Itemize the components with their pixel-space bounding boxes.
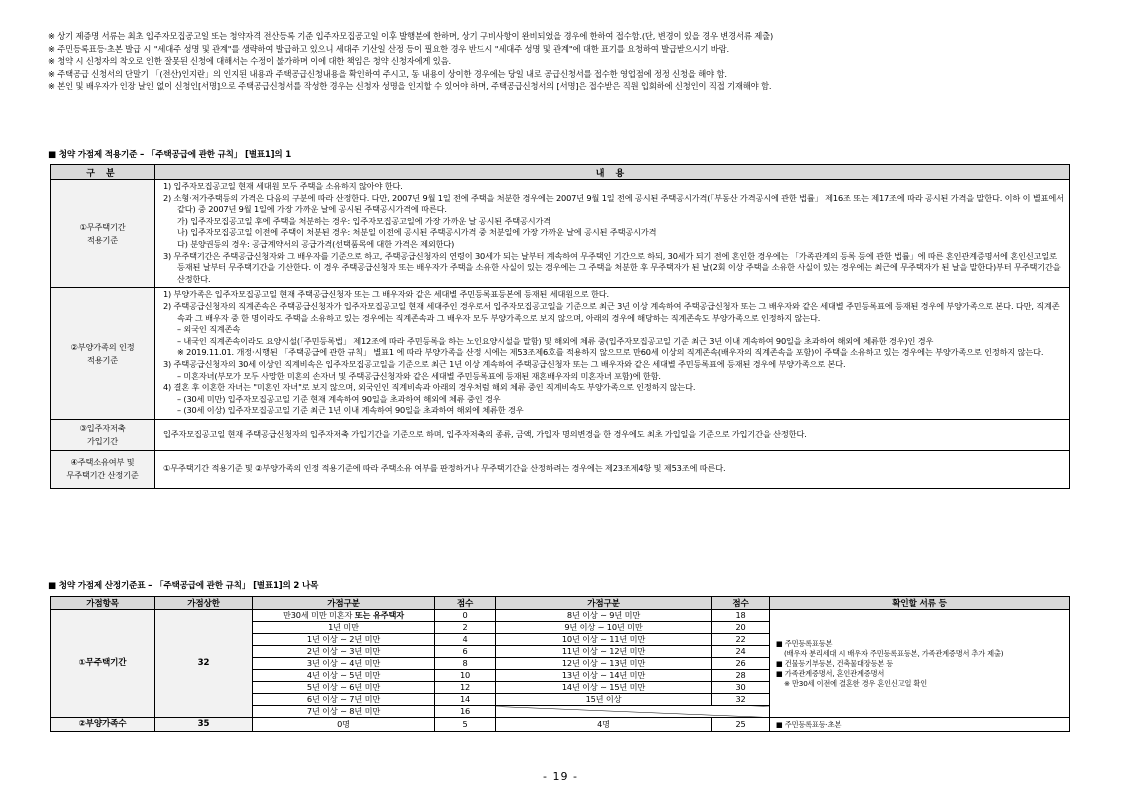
range-cell: 10년 이상 ∼ 11년 미만 — [496, 634, 712, 646]
range-text: 6년 이상 ∼ 7년 미만 — [306, 694, 381, 704]
content-line: 다) 분양권등의 경우: 공급계약서의 공급가격(선택품목에 대한 가격은 제외한다) — [177, 238, 455, 249]
content-line: 3) 무주택기간은 주택공급신청자와 그 배우자를 기준으로 하고, 주택공급신청자의 연령이 30세가 되는 날부터 계속하여 무주택인 기간으로 하되, 30세가 되기 전에 혼인한 경우에는 「가족관계의 등록 등에 관한 법률」에 따른 혼인관계증명서에 혼인신고일로 등재된 날부터 무주택기간을 기산한다. 이 경우 주택공급신청자 또는 배우자가 주택을 소유한 사실이 있는 경우에는 그 주택을 처분한 후 무주택자가 된 날(2회 이상 주택을 소유한 사실이 있는 경우에는 최근에 무주택자가 된 날을 말한다)부터 무주택기간을 산정한다. — [163, 250, 1061, 284]
range-cell: 4명 — [496, 718, 712, 732]
range-text: 4년 이상 ∼ 5년 미만 — [306, 670, 381, 680]
docs-cell — [770, 610, 1070, 718]
range-cell — [253, 670, 435, 682]
item-max: 35 — [155, 718, 253, 732]
range-cell: 13년 이상 ∼ 14년 미만 — [496, 670, 712, 682]
score-cell: 8 — [435, 658, 496, 670]
note-5: ※ 본인 및 배우자가 인장 날인 없이 신청인[서명]으로 주택공급신청서를 작성한 경우는 신청자 성명을 인지할 수 있어야 하며, 주택공급신청서의 [서명]은 접수받은 직원 입회하에 신청인이 직접 기재해야 함. — [48, 81, 772, 92]
score-row — [51, 610, 1070, 622]
range-cell — [253, 682, 435, 694]
label-line: 적용기준 — [86, 354, 119, 365]
score-cell: 16 — [435, 706, 496, 718]
score-cell: 4 — [435, 634, 496, 646]
criteria-row — [51, 419, 1070, 450]
criteria-row — [51, 180, 1070, 288]
empty-cell — [496, 706, 770, 718]
content-line: – (30세 이상) 입주자모집공고일 기준 최근 1년 이내 계속하여 90일을 초과하여 해외에 체류한 경우 — [177, 405, 524, 416]
criteria-label — [51, 180, 155, 288]
range-cell — [253, 694, 435, 706]
range-cell — [253, 646, 435, 658]
criteria-label — [51, 288, 155, 420]
score-cell: 12 — [435, 682, 496, 694]
criteria-content — [155, 180, 1070, 288]
label-line: ①무주택기간 — [79, 221, 126, 232]
criteria-content — [155, 450, 1070, 488]
header-content: 내 용 — [155, 165, 1070, 180]
label-line: 적용기준 — [86, 234, 119, 245]
doc-line: ※ 만30세 이전에 결혼한 경우 혼인신고일 확인 — [784, 678, 928, 688]
doc-line: ■ 가족관계증명서, 혼인관계증명서 — [776, 668, 885, 678]
label-line: ④주택소유여부 및 — [70, 457, 135, 468]
doc-line: ■ 주민등록표등본 — [776, 638, 833, 648]
range-cell — [253, 658, 435, 670]
item-name: ①무주택기간 — [51, 610, 155, 718]
label-line: 가입기간 — [86, 435, 119, 446]
content-line: 3) 주택공급신청자의 30세 이상인 직계비속은 입주자모집공고일을 기준으로 최근 1년 이상 계속하여 주택공급신청자 또는 그 배우자와 같은 세대별 주민등록표에 등재된 경우에 부양가족으로 본다. — [163, 358, 846, 369]
range-cell: 8년 이상 ∼ 9년 미만 — [496, 610, 712, 622]
range-cell — [253, 634, 435, 646]
score-cell: 28 — [712, 670, 770, 682]
content-line: ※ 2019.11.01. 개정·시행된 「주택공급에 관한 규칙」 별표1 에 따라 부양가족을 산정 시에는 제53조제6호를 적용하지 않으므로 만60세 이상의 직계존속(배우자의 직계존속을 포함)이 주택을 소유하고 있는 경우에는 부양가족으로 인정하지 않는다. — [177, 347, 1044, 358]
note-2: ※ 주민등록표등·초본 발급 시 "세대주 성명 및 관계"를 생략하여 발급하고 있으니 세대주 기산일 산정 등이 필요한 경우 반드시 "세대주 성명 및 관계"에 대한 표기를 요청하여 발급받으시기 바람. — [48, 43, 729, 54]
score-cell: 14 — [435, 694, 496, 706]
range-text: 만30세 미만 미혼자 — [282, 610, 355, 620]
score-cell: 2 — [435, 622, 496, 634]
header-range-left: 가점구분 — [253, 597, 435, 610]
label-line: 무주택기간 산정기준 — [66, 470, 139, 481]
doc-line: ■ 건물등기부등본, 건축물대장등본 등 — [776, 658, 894, 668]
range-cell: 9년 이상 ∼ 10년 미만 — [496, 622, 712, 634]
score-cell: 26 — [712, 658, 770, 670]
score-cell: 24 — [712, 646, 770, 658]
content-line: 2) 소형·저가주택등의 가격은 다음의 구분에 따라 산정한다. 다만, 2007년 9월 1일 전에 주택을 처분한 경우에는 2007년 9월 1일 전에 공시된 주택공시가격(「부동산 가격공시에 관한 법률」 제16조 또는 제17조에 따라 공시된 가격을 말한다. 이하 이 별표에서 같다) 중 2007년 9월 1일에 가장 가까운 날에 공시된 주택공시가격에 따른다. — [163, 192, 1064, 215]
score-cell: 32 — [712, 694, 770, 706]
content-line: 1) 입주자모집공고일 현재 세대원 모두 주택을 소유하지 않아야 한다. — [163, 181, 403, 191]
range-text: 1년 미만 — [328, 622, 359, 632]
header-score-right: 점수 — [712, 597, 770, 610]
range-text: 7년 이상 ∼ 8년 미만 — [306, 706, 381, 716]
content-line: – 미혼자녀(부모가 모두 사망한 미혼의 손자녀 및 주택공급신청자와 같은 세대별 주민등록표에 등재된 재혼배우자의 미혼자녀 포함)에 한함. — [177, 370, 661, 381]
range-text: 3년 이상 ∼ 4년 미만 — [306, 658, 381, 668]
header-range-right: 가점구분 — [496, 597, 712, 610]
score-cell: 25 — [712, 718, 770, 732]
content-line: 입주자모집공고일 현재 주택공급신청자의 입주자저축 가입기간을 기준으로 하며, 입주자저축의 종류, 금액, 가입자 명의변경을 한 경우에도 최초 가입일을 기준으로 가입기간을 산정한다. — [163, 428, 807, 439]
docs-cell: ■ 주민등록표등·초본 — [770, 718, 1070, 732]
header-category: 구 분 — [51, 165, 155, 180]
score-header-row — [51, 597, 1070, 610]
content-line: 가) 입주자모집공고일 후에 주택을 처분하는 경우: 입주자모집공고일에 가장 가까운 날 공시된 주택공시가격 — [177, 215, 552, 226]
range-cell: 14년 이상 ∼ 15년 미만 — [496, 682, 712, 694]
range-cell: 0명 — [253, 718, 435, 732]
content-line: 나) 입주자모집공고일 이전에 주택이 처분된 경우: 처분일 이전에 공시된 주택공시가격 중 처분일에 가장 가까운 날에 공시된 주택공시가격 — [177, 227, 657, 238]
score-cell: 20 — [712, 622, 770, 634]
score-table — [50, 596, 1070, 732]
range-text: 5년 이상 ∼ 6년 미만 — [306, 682, 381, 692]
range-text: 2년 이상 ∼ 3년 미만 — [306, 646, 381, 656]
range-cell: 12년 이상 ∼ 13년 미만 — [496, 658, 712, 670]
range-cell — [253, 622, 435, 634]
note-4: ※ 주택공급 신청서의 단말기 「(전산)인지란」의 인지된 내용과 주택공급신청내용을 확인하여 주시고, 동 내용이 상이한 경우에는 당일 내로 공급신청서를 접수한 영업점에 정정 신청을 해야 함. — [48, 68, 727, 79]
doc-line: (배우자 분리세대 시 배우자 주민등록표등본, 가족관계증명서 추가 제출) — [784, 648, 1004, 658]
criteria-label — [51, 419, 155, 450]
label-line: ③입주자저축 — [79, 422, 126, 433]
criteria-label — [51, 450, 155, 488]
range-text: 1년 이상 ∼ 2년 미만 — [306, 634, 381, 644]
item-max: 32 — [155, 610, 253, 718]
score-row-dependents — [51, 718, 1070, 732]
note-3: ※ 청약 시 신청자의 착오로 인한 잘못된 신청에 대해서는 수정이 불가하며 이에 대한 책임은 청약 신청자에게 있음. — [48, 56, 452, 67]
range-cell: 11년 이상 ∼ 12년 미만 — [496, 646, 712, 658]
score-cell: 10 — [435, 670, 496, 682]
note-1: ※ 상기 제증명 서류는 최초 입주자모집공고일 또는 청약자격 전산등록 기준 입주자모집공고일 이후 발행분에 한하며, 상기 구비사항이 완비되었을 경우에 한하여 접수함.(단, 변경이 있을 경우 변경서류 제출) — [48, 31, 774, 41]
header-docs: 확인할 서류 등 — [770, 597, 1070, 610]
content-line: ①무주택기간 적용기준 및 ②부양가족의 인정 적용기준에 따라 주택소유 여부를 판정하거나 무주택기간을 산정하려는 경우에는 제23조제4항 및 제53조에 따른다. — [163, 463, 726, 474]
range-cell: 15년 이상 — [496, 694, 712, 706]
header-score-left: 점수 — [435, 597, 496, 610]
section1-title: ■ 청약 가점제 적용기준 – 「주택공급에 관한 규칙」 [별표1]의 1 — [48, 150, 292, 160]
score-cell: 6 — [435, 646, 496, 658]
criteria-content — [155, 419, 1070, 450]
range-text-bold: 또는 유주택자 — [354, 610, 405, 620]
criteria-table — [50, 164, 1070, 489]
header-max: 가점상한 — [155, 597, 253, 610]
range-cell — [253, 610, 435, 622]
content-line: – (30세 미만) 입주자모집공고일 기준 현재 계속하여 90일을 초과하여 해외에 체류 중인 경우 — [177, 393, 501, 404]
criteria-row — [51, 450, 1070, 488]
content-line: – 내국인 직계존속이라도 요양시설(「주민등록법」 제12조에 따라 주민등록을 하는 노인요양시설을 말함) 및 해외에 체류 중(입주자모집공고일 기준 최근 3년 이내 계속하여 90일을 초과하여 해외에 체류한 경우)인 경우 — [177, 335, 934, 346]
score-cell: 5 — [435, 718, 496, 732]
content-line: 1) 부양가족은 입주자모집공고일 현재 주택공급신청자 또는 그 배우자와 같은 세대별 주민등록표등본에 등재된 세대원으로 한다. — [163, 289, 609, 300]
score-cell: 30 — [712, 682, 770, 694]
item-name: ②부양가족수 — [51, 718, 155, 732]
content-line: 2) 주택공급신청자의 직계존속은 주택공급신청자가 입주자모집공고일 현재 세대주인 경우로서 입주자모집공고일을 기준으로 최근 3년 이상 계속하여 주택공급신청자 또는 그 배우자와 같은 세대별 주민등록표에 등재된 경우에 부양가족으로 본다. 다만, 직계존속과 그 배우자 중 한 명이라도 주택을 소유하고 있는 경우에는 직계존속과 그 배우자 모두 부양가족으로 보지 않으며, 아래의 경우에 해당하는 직계존속도 부양가족으로 인정하지 않는다. — [163, 300, 1060, 323]
content-line: – 외국인 직계존속 — [177, 324, 241, 335]
score-cell: 22 — [712, 634, 770, 646]
label-line: ②부양가족의 인정 — [70, 341, 135, 352]
criteria-content — [155, 288, 1070, 420]
notes-block — [48, 30, 1078, 93]
section2-title: ■ 청약 가점제 산정기준표 – 「주택공급에 관한 규칙」 [별표1]의 2 나목 — [48, 581, 319, 591]
content-line: 4) 결혼 후 이혼한 자녀는 "미혼인 자녀"로 보지 않으며, 외국인인 직계비속과 아래의 경우처럼 해외 체류 중인 직계비속도 부양가족으로 인정하지 않는다. — [163, 382, 696, 393]
criteria-row — [51, 288, 1070, 420]
criteria-header-row — [51, 165, 1070, 180]
score-cell: 18 — [712, 610, 770, 622]
range-cell — [253, 706, 435, 718]
header-item: 가점항목 — [51, 597, 155, 610]
score-cell: 0 — [435, 610, 496, 622]
page-number: - 19 - — [543, 770, 578, 783]
